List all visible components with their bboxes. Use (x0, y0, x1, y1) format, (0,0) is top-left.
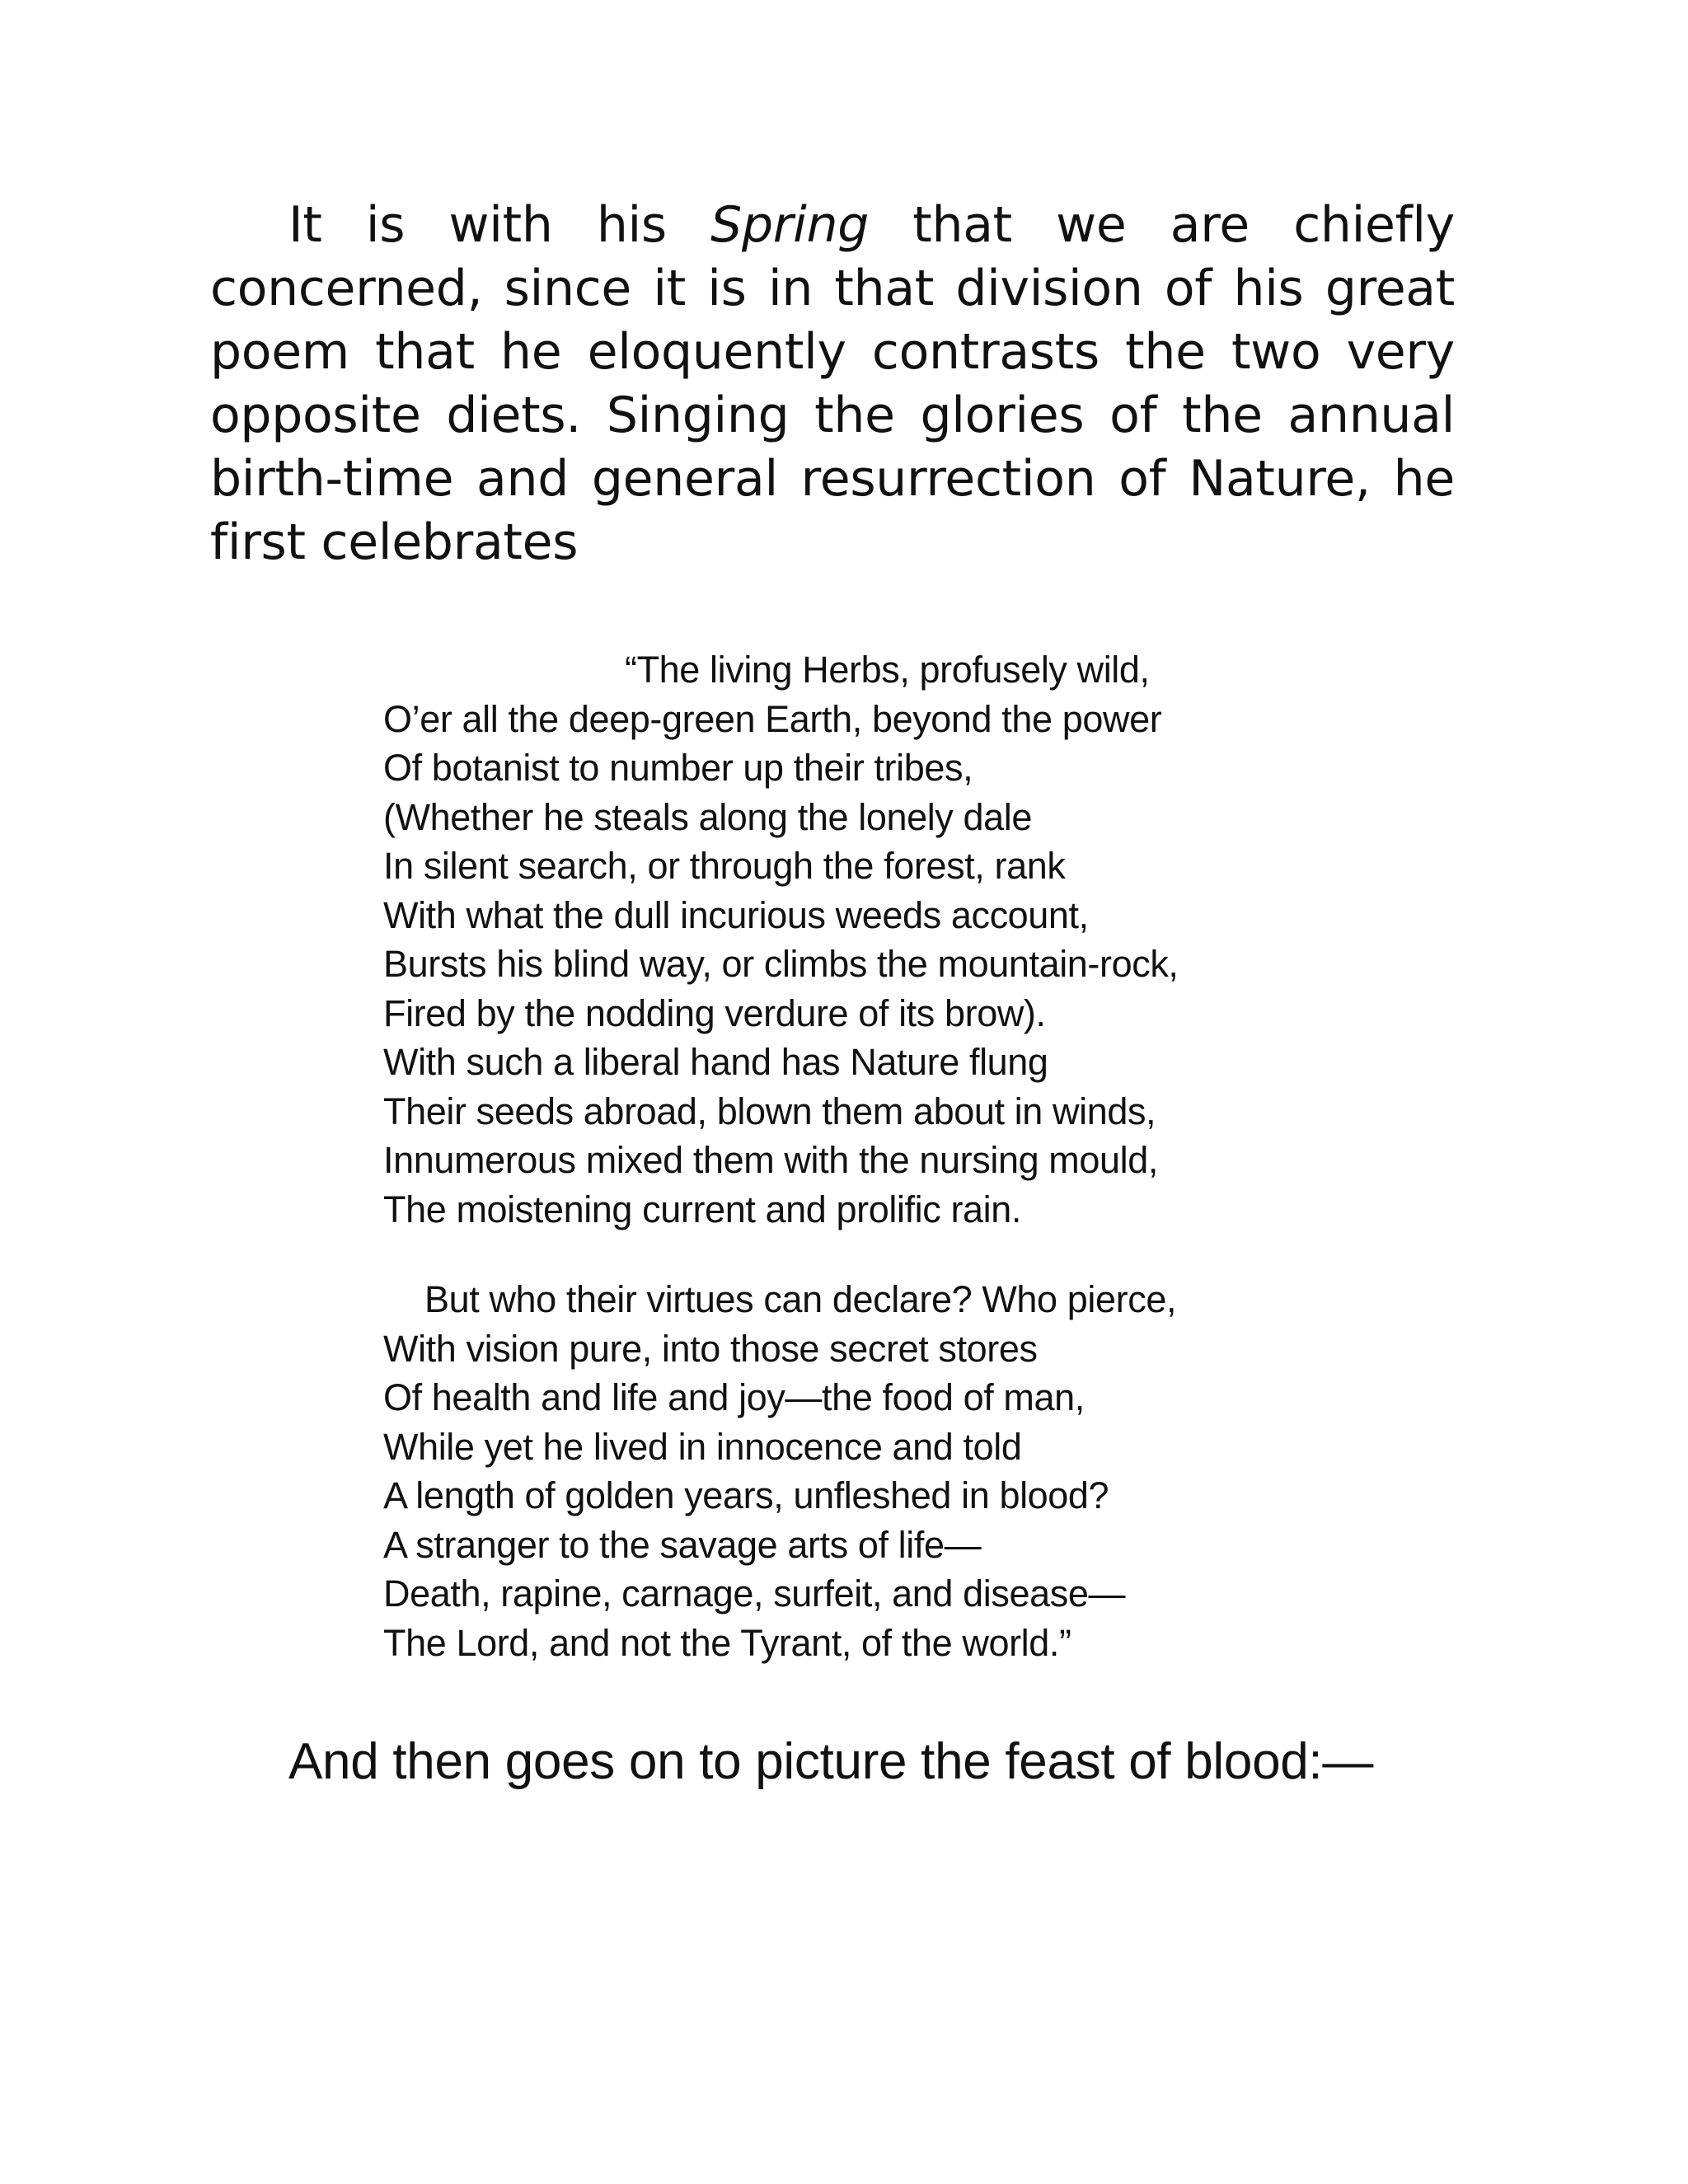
verse-line: The Lord, and not the Tyrant, of the world.” (383, 1621, 1071, 1664)
verse-line: A stranger to the savage arts of life— (383, 1523, 982, 1566)
verse-line: A length of golden years, unfleshed in blood? (383, 1474, 1109, 1516)
verse-line: But who their virtues can declare? Who pierce, (424, 1278, 1177, 1320)
verse-line: “The living Herbs, profusely wild, (625, 649, 1150, 691)
closing-sentence: And then goes on to picture the feast of blood:— (288, 1733, 1374, 1790)
verse-line: (Whether he steals along the lonely dale (383, 795, 1032, 838)
verse-line: The moistening current and prolific rain. (383, 1188, 1021, 1230)
verse-line: With such a liberal hand has Nature flung (383, 1041, 1048, 1083)
verse-stanza-2 (383, 1275, 1356, 1667)
verse-line: With what the dull incurious weeds account, (383, 893, 1089, 936)
verse-line: Innumerous mixed them with the nursing mould, (383, 1139, 1158, 1181)
verse-line: O’er all the deep-green Earth, beyond the power (383, 697, 1162, 740)
verse-line: Death, rapine, carnage, surfeit, and disease— (383, 1572, 1126, 1615)
verse-line: In silent search, or through the forest, rank (383, 845, 1066, 887)
verse-line: While yet he lived in innocence and told (383, 1425, 1022, 1468)
verse-line: Of botanist to number up their tribes, (383, 747, 973, 789)
verse-line: Fired by the nodding verdure of its brow). (383, 991, 1046, 1034)
intro-text-start: It is with his (288, 196, 711, 254)
verse-line: Of health and life and joy—the food of man, (383, 1376, 1085, 1418)
verse-line: With vision pure, into those secret stores (383, 1327, 1038, 1370)
verse-stanza-1 (383, 645, 1356, 1234)
verse-line: Bursts his blind way, or climbs the mountain-rock, (383, 943, 1179, 985)
intro-text-rest: that we are chiefly concerned, since it is in that division of his great poem that he eloquently contrasts the two very opposite diets. Singing the glories of the annual birth-time and general resurrection of Nature, he first celebrates (210, 196, 1455, 571)
intro-paragraph (210, 194, 1455, 574)
verse-line: Their seeds abroad, blown them about in winds, (383, 1090, 1156, 1132)
intro-italic-title: Spring (710, 196, 869, 254)
